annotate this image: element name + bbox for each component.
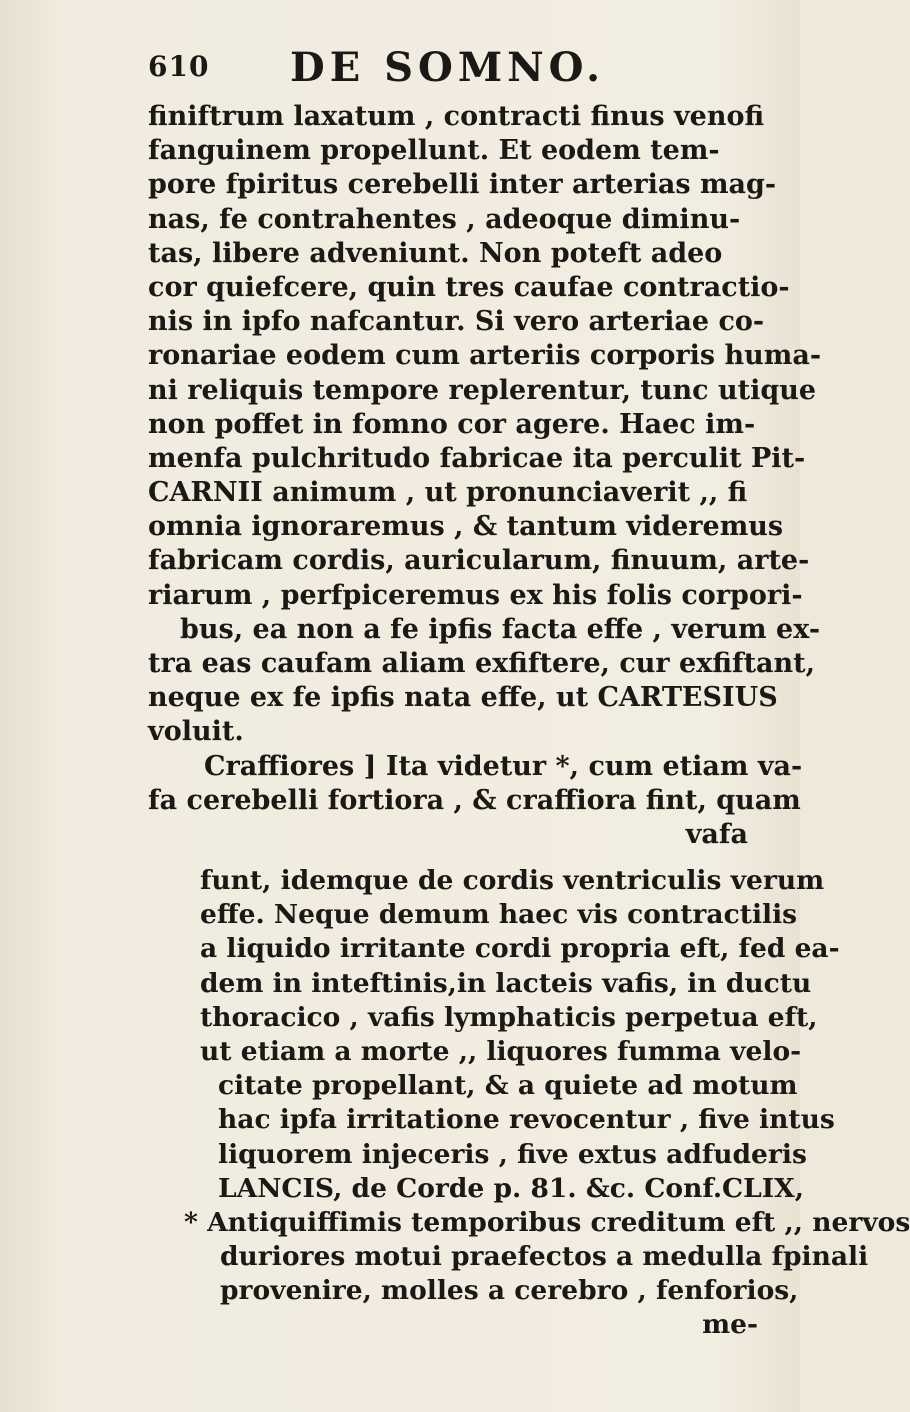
- text-line: tas, libere adveniunt. Non poteft adeo: [148, 237, 723, 269]
- text-line: cor quiefcere, quin tres caufae contractio-: [148, 271, 790, 303]
- footnote-line: dem in inteftinis,in lacteis vafis, in ductu: [200, 967, 812, 999]
- footnote-line: citate propellant, & a quiete ad motum: [218, 1070, 798, 1102]
- text-line: finiftrum laxatum , contracti finus venofi: [148, 101, 765, 132]
- text-line: nas, fe contrahentes , adeoque diminu-: [148, 203, 741, 235]
- crassiores-line: Craffiores ] Ita videtur *, cum etiam va-: [204, 750, 803, 782]
- running-head: DE SOMNO.: [290, 44, 606, 91]
- text-line: riarum , perfpiceremus ex his folis corpori-: [148, 579, 803, 611]
- footnote-line: ut etiam a morte ,, liquores fumma velo-: [200, 1035, 802, 1067]
- catchword: vafa: [685, 818, 748, 850]
- footnote-line: effe. Neque demum haec vis contractilis: [200, 899, 798, 931]
- text-line: omnia ignoraremus , & tantum videremus: [148, 511, 784, 543]
- text-line: neque ex fe ipfis nata effe, ut CARTESIUS: [148, 682, 778, 714]
- text-line: CARNII animum , ut pronunciaverit ,, fi: [148, 477, 748, 509]
- text-line: pore fpiritus cerebelli inter arterias mag-: [148, 169, 777, 201]
- footnote-line: LANCIS, de Corde p. 81. &c. Conf.CLIX,: [218, 1172, 804, 1204]
- crassiores-line: fa cerebelli fortiora , & craffiora fint, quam: [148, 784, 801, 816]
- text-line: menfa pulchritudo fabricae ita perculit Pit-: [148, 442, 806, 474]
- footnote-line: a liquido irritante cordi propria eft, fed ea-: [200, 933, 840, 965]
- text-line: tra eas caufam aliam exfiftere, cur exfiftant,: [148, 648, 816, 679]
- text-line: nis in ipfo nafcantur. Si vero arteriae co-: [148, 306, 765, 338]
- footnote-line: funt, idemque de cordis ventriculis verum: [200, 865, 825, 896]
- footnote-line: duriores motui praefectos a medulla fpinali: [220, 1241, 869, 1273]
- page-header: [148, 44, 708, 100]
- text-line: ronariae eodem cum arteriis corporis huma-: [148, 340, 822, 372]
- text-line: fanguinem propellunt. Et eodem tem-: [148, 135, 720, 167]
- main-text: [148, 100, 822, 852]
- text-line: fabricam cordis, auricularum, finuum, arte-: [148, 545, 810, 577]
- footnote-block: [184, 864, 910, 1343]
- text-line: non poffet in fomno cor agere. Haec im-: [148, 408, 756, 440]
- footnote-catchword: me-: [702, 1309, 758, 1341]
- page-number: 610: [148, 50, 210, 83]
- footnote-line: liquorem injeceris , five extus adfuderis: [218, 1138, 807, 1170]
- text-line: bus, ea non a fe ipfis facta effe , verum ex-: [180, 613, 821, 645]
- text-line: ni reliquis tempore replerentur, tunc utique: [148, 374, 817, 406]
- footnote-line: hac ipfa irritatione revocentur , five intus: [218, 1104, 835, 1136]
- text-line: voluit.: [148, 716, 244, 748]
- footnote-line: * Antiquiffimis temporibus creditum eft ,, nervos: [184, 1206, 910, 1238]
- footnote-line: provenire, molles a cerebro , fenforios,: [220, 1275, 799, 1307]
- footnote-line: thoracico , vafis lymphaticis perpetua eft,: [200, 1001, 818, 1033]
